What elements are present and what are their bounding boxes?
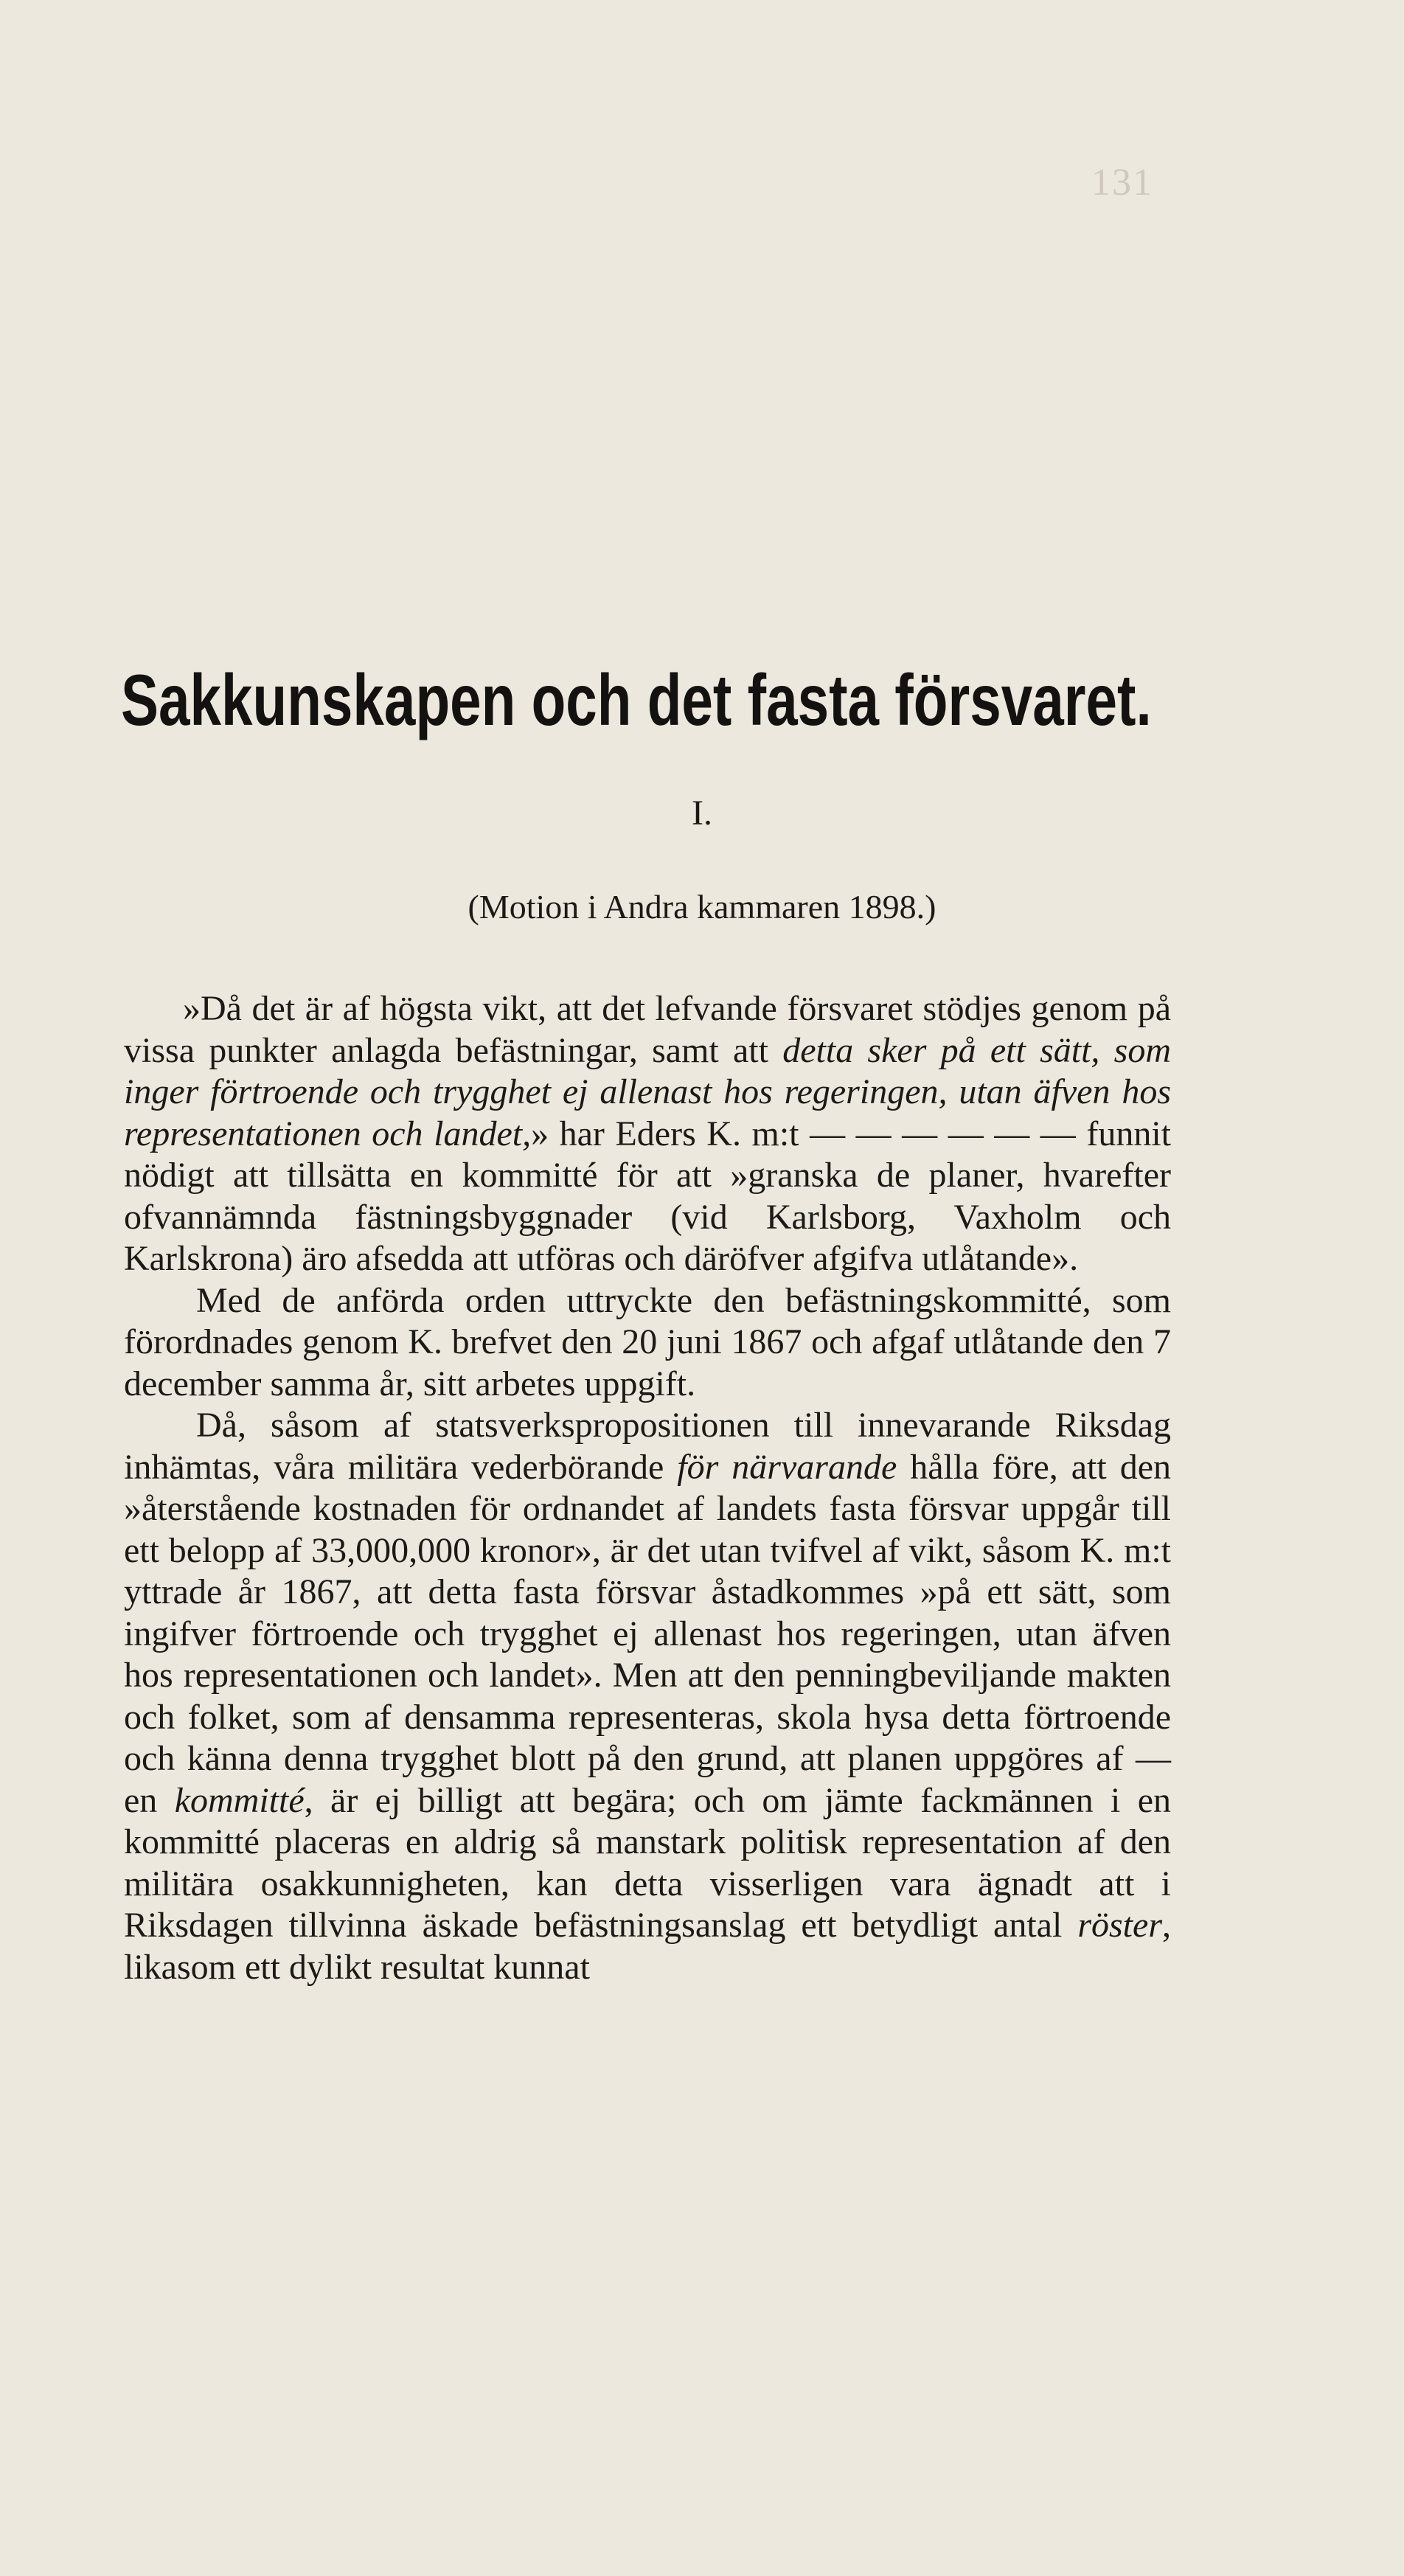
italic-text: kommitté xyxy=(174,1780,305,1820)
section-numeral: I. xyxy=(692,794,712,833)
text-run: , likasom ett dylikt resultat kunnat xyxy=(124,1906,1171,1987)
paragraph xyxy=(124,988,1171,1280)
text-run: Med de anförda orden uttryckte den befästningskommitté, som förordnades genom K. brefvet den 20 juni 1867 och afgaf utlåtande den 7 december samma år, sitt arbetes uppgift. xyxy=(124,1280,1171,1403)
text-run: hålla före, att den »återstående kostnaden för ordnandet af landets fasta försvar uppgår till ett belopp af 33,000,000 kronor», är det utan tvifvel af vikt, såsom K. m:t yttrade år 1867, att detta fasta försvar åstadkommes »på ett sätt, som ingifver förtroende och trygghet ej allenast hos regeringen, utan äfven hos representationen och landet». Men att den penningbeviljande makten och folket, som af densamma representeras, skola hysa detta förtroende och känna denna trygghet blott på den grund, att planen uppgöres af — en xyxy=(124,1447,1172,1820)
italic-text: röster xyxy=(1077,1906,1162,1945)
article-title: Sakkunskapen och det fasta försvaret. xyxy=(121,659,1152,740)
italic-text: för närvarande xyxy=(677,1447,897,1487)
text-run: »Då det är af högsta vikt, att det lefvande försvaret stödjes genom på vissa punkter anlagda befästningar, samt att xyxy=(124,989,1171,1070)
text-run: » har Eders K. m:t — — — — — — funnit nödigt att tillsätta en kommitté för att »granska de planer, hvarefter ofvannämnda fästningsbyggnader (vid Karlsborg, Vaxholm och Karlskrona) äro afsedda att utföras och däröfver afgifva utlåtande». xyxy=(124,1114,1171,1278)
text-run: , är ej billigt att begära; och om jämte fackmännen i en kommitté placeras en aldrig så manstark politisk representation af den militära osakkunnigheten, kan detta visserligen vara ägnadt att i Riksdagen tillvinna äskade befästningsanslag ett betydligt antal xyxy=(124,1780,1171,1945)
body-text xyxy=(124,988,1171,1988)
italic-text: detta sker på ett sätt, som inger förtroende och trygghet ej allenast hos regeringen, utan äfven hos representationen och landet, xyxy=(124,1030,1171,1153)
text-run: Då, såsom af statsverkspropositionen till innevarande Riksdag inhämtas, våra militära vederbörande xyxy=(124,1406,1171,1487)
page-number: 131 xyxy=(1091,162,1153,204)
article-subtitle: (Motion i Andra kammaren 1898.) xyxy=(468,888,936,926)
paragraph xyxy=(124,1280,1171,1406)
paragraph xyxy=(124,1405,1171,1988)
